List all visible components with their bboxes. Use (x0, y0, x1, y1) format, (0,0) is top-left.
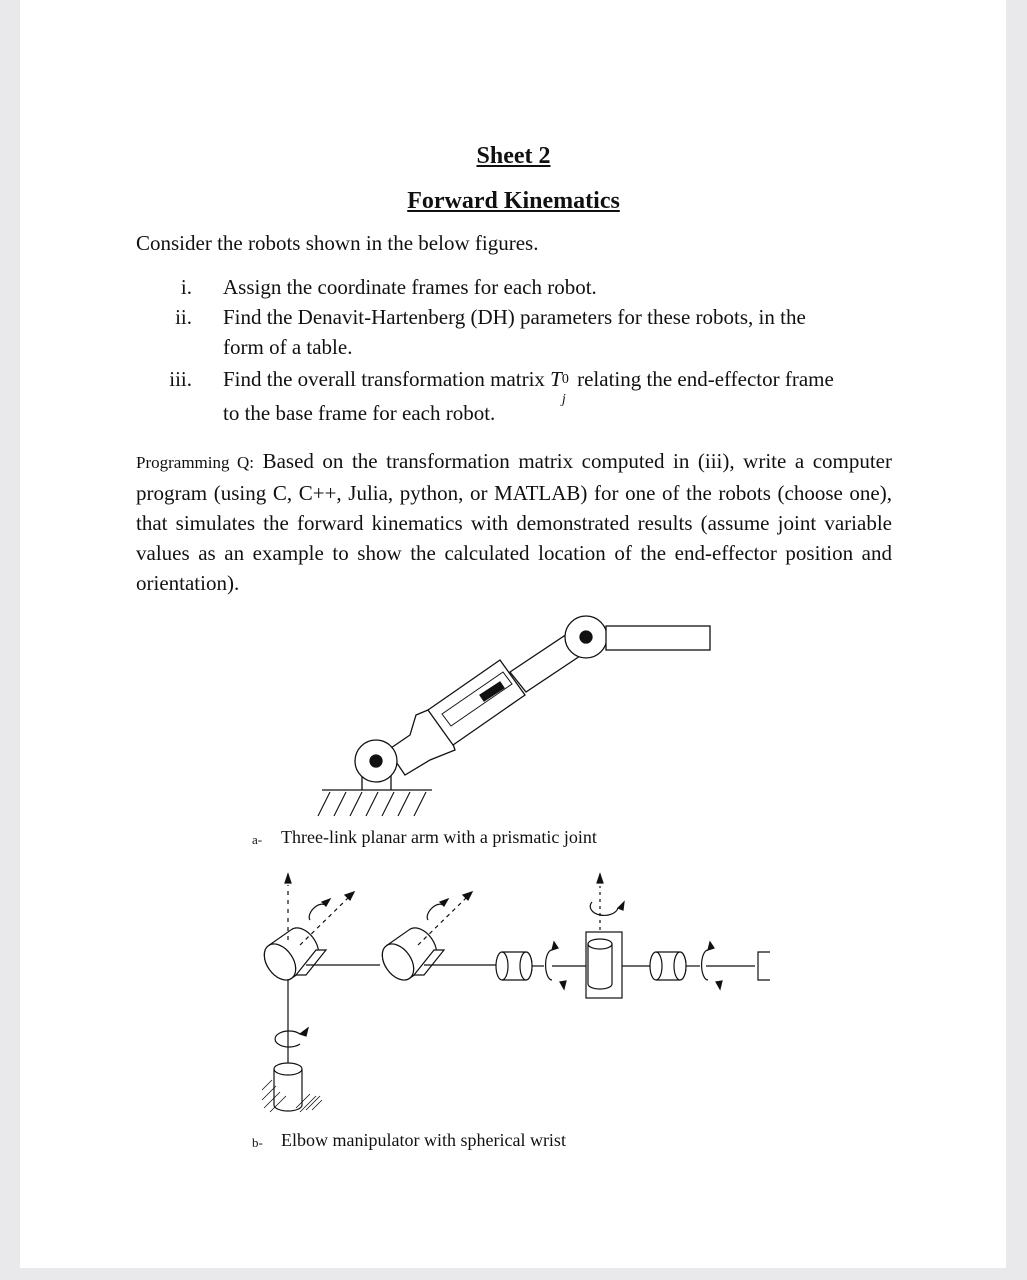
task-number: ii. (175, 305, 192, 329)
task-text: to the base frame for each robot. (223, 401, 496, 425)
sheet-subtitle: Forward Kinematics (407, 188, 620, 214)
matrix-symbol: T 0 j (550, 367, 569, 407)
task-text-after: relating the end-effector frame (577, 367, 834, 391)
figure-a-caption: Three-link planar arm with a prismatic joint (281, 827, 597, 847)
figure-a-label: a- (252, 832, 263, 847)
programming-text: Based on the transformation matrix computed in (iii), write a computer program (using C, C++, Julia, python, or MATLAB) for one of the robots (choose one), that simulates the forward kinematics with demonstrated results (assume joint variable values as an example to show the calculated location of the end-effector position and orientation). (136, 449, 892, 595)
programming-label: Programming Q: (136, 453, 255, 472)
task-number: iii. (169, 367, 192, 391)
intro-text: Consider the robots shown in the below figures. (136, 231, 539, 255)
task-text-before: Find the overall transformation matrix (223, 367, 545, 391)
task-text: Find the Denavit-Hartenberg (DH) parameters for these robots, in the (223, 305, 806, 329)
task-text: form of a table. (223, 335, 353, 359)
task-text: Assign the coordinate frames for each robot. (223, 275, 597, 299)
task-number: i. (180, 275, 192, 299)
figure-b-caption: Elbow manipulator with spherical wrist (281, 1130, 566, 1150)
sheet-title: Sheet 2 (476, 143, 551, 169)
figure-b-label: b- (252, 1135, 263, 1150)
